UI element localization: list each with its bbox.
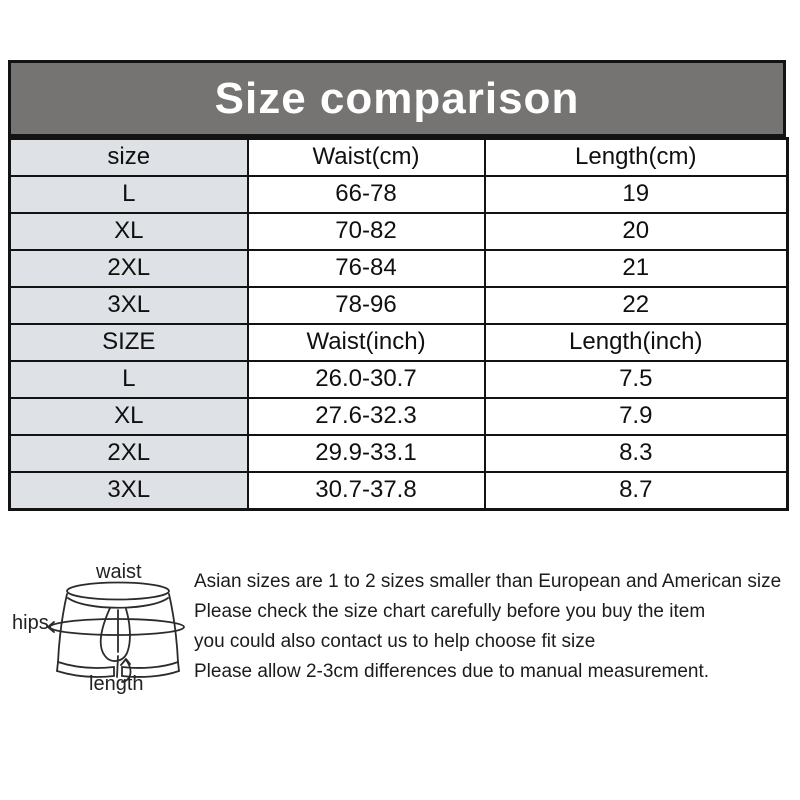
cell-length: 8.7	[485, 472, 788, 510]
table-header-row-cm	[10, 139, 788, 177]
cell-length: 21	[485, 250, 788, 287]
cell-size: XL	[10, 398, 248, 435]
cell-length: 7.9	[485, 398, 788, 435]
table-row-cm-xl	[10, 213, 788, 250]
column-header-length-cm: Length(cm)	[485, 139, 788, 177]
diagram-label-length: length	[89, 673, 144, 695]
cell-waist: 30.7-37.8	[248, 472, 485, 510]
cell-waist: 70-82	[248, 213, 485, 250]
note-line-4: Please allow 2-3cm differences due to manual measurement.	[194, 661, 710, 682]
cell-waist: 27.6-32.3	[248, 398, 485, 435]
size-comparison-table	[8, 137, 789, 511]
table-row-cm-3xl	[10, 287, 788, 324]
cell-waist: 66-78	[248, 176, 485, 213]
cell-size: L	[10, 361, 248, 398]
table-row-cm-2xl	[10, 250, 788, 287]
cell-length: 7.5	[485, 361, 788, 398]
column-header-waist-cm: Waist(cm)	[248, 139, 485, 177]
cell-waist: 29.9-33.1	[248, 435, 485, 472]
table-row-inch-l	[10, 361, 788, 398]
cell-length: 8.3	[485, 435, 788, 472]
cell-waist: 26.0-30.7	[248, 361, 485, 398]
cell-waist: 76-84	[248, 250, 485, 287]
table-row-inch-xl	[10, 398, 788, 435]
cell-length: 20	[485, 213, 788, 250]
cell-length: 19	[485, 176, 788, 213]
column-header-waist-inch: Waist(inch)	[248, 324, 485, 361]
table-header-row-inch	[10, 324, 788, 361]
page-title: Size comparison	[214, 73, 580, 123]
diagram-label-waist: waist	[96, 561, 142, 583]
column-header-size: size	[10, 139, 248, 177]
cell-size: L	[10, 176, 248, 213]
diagram-label-hips: hips	[12, 612, 49, 634]
table-row-inch-2xl	[10, 435, 788, 472]
cell-waist: 78-96	[248, 287, 485, 324]
notes-block	[194, 567, 796, 687]
column-header-length-inch: Length(inch)	[485, 324, 788, 361]
note-line-1: Asian sizes are 1 to 2 sizes smaller than European and American size	[194, 571, 782, 592]
table-row-inch-3xl	[10, 472, 788, 510]
cell-size: XL	[10, 213, 248, 250]
column-header-size-inch: SIZE	[10, 324, 248, 361]
cell-size: 2XL	[10, 435, 248, 472]
table-row-cm-l	[10, 176, 788, 213]
note-line-2: Please check the size chart carefully before you buy the item	[194, 601, 706, 622]
cell-size: 3XL	[10, 472, 248, 510]
cell-size: 3XL	[10, 287, 248, 324]
cell-length: 22	[485, 287, 788, 324]
page-title-banner	[8, 60, 786, 137]
note-line-3: you could also contact us to help choose fit size	[194, 631, 596, 652]
cell-size: 2XL	[10, 250, 248, 287]
